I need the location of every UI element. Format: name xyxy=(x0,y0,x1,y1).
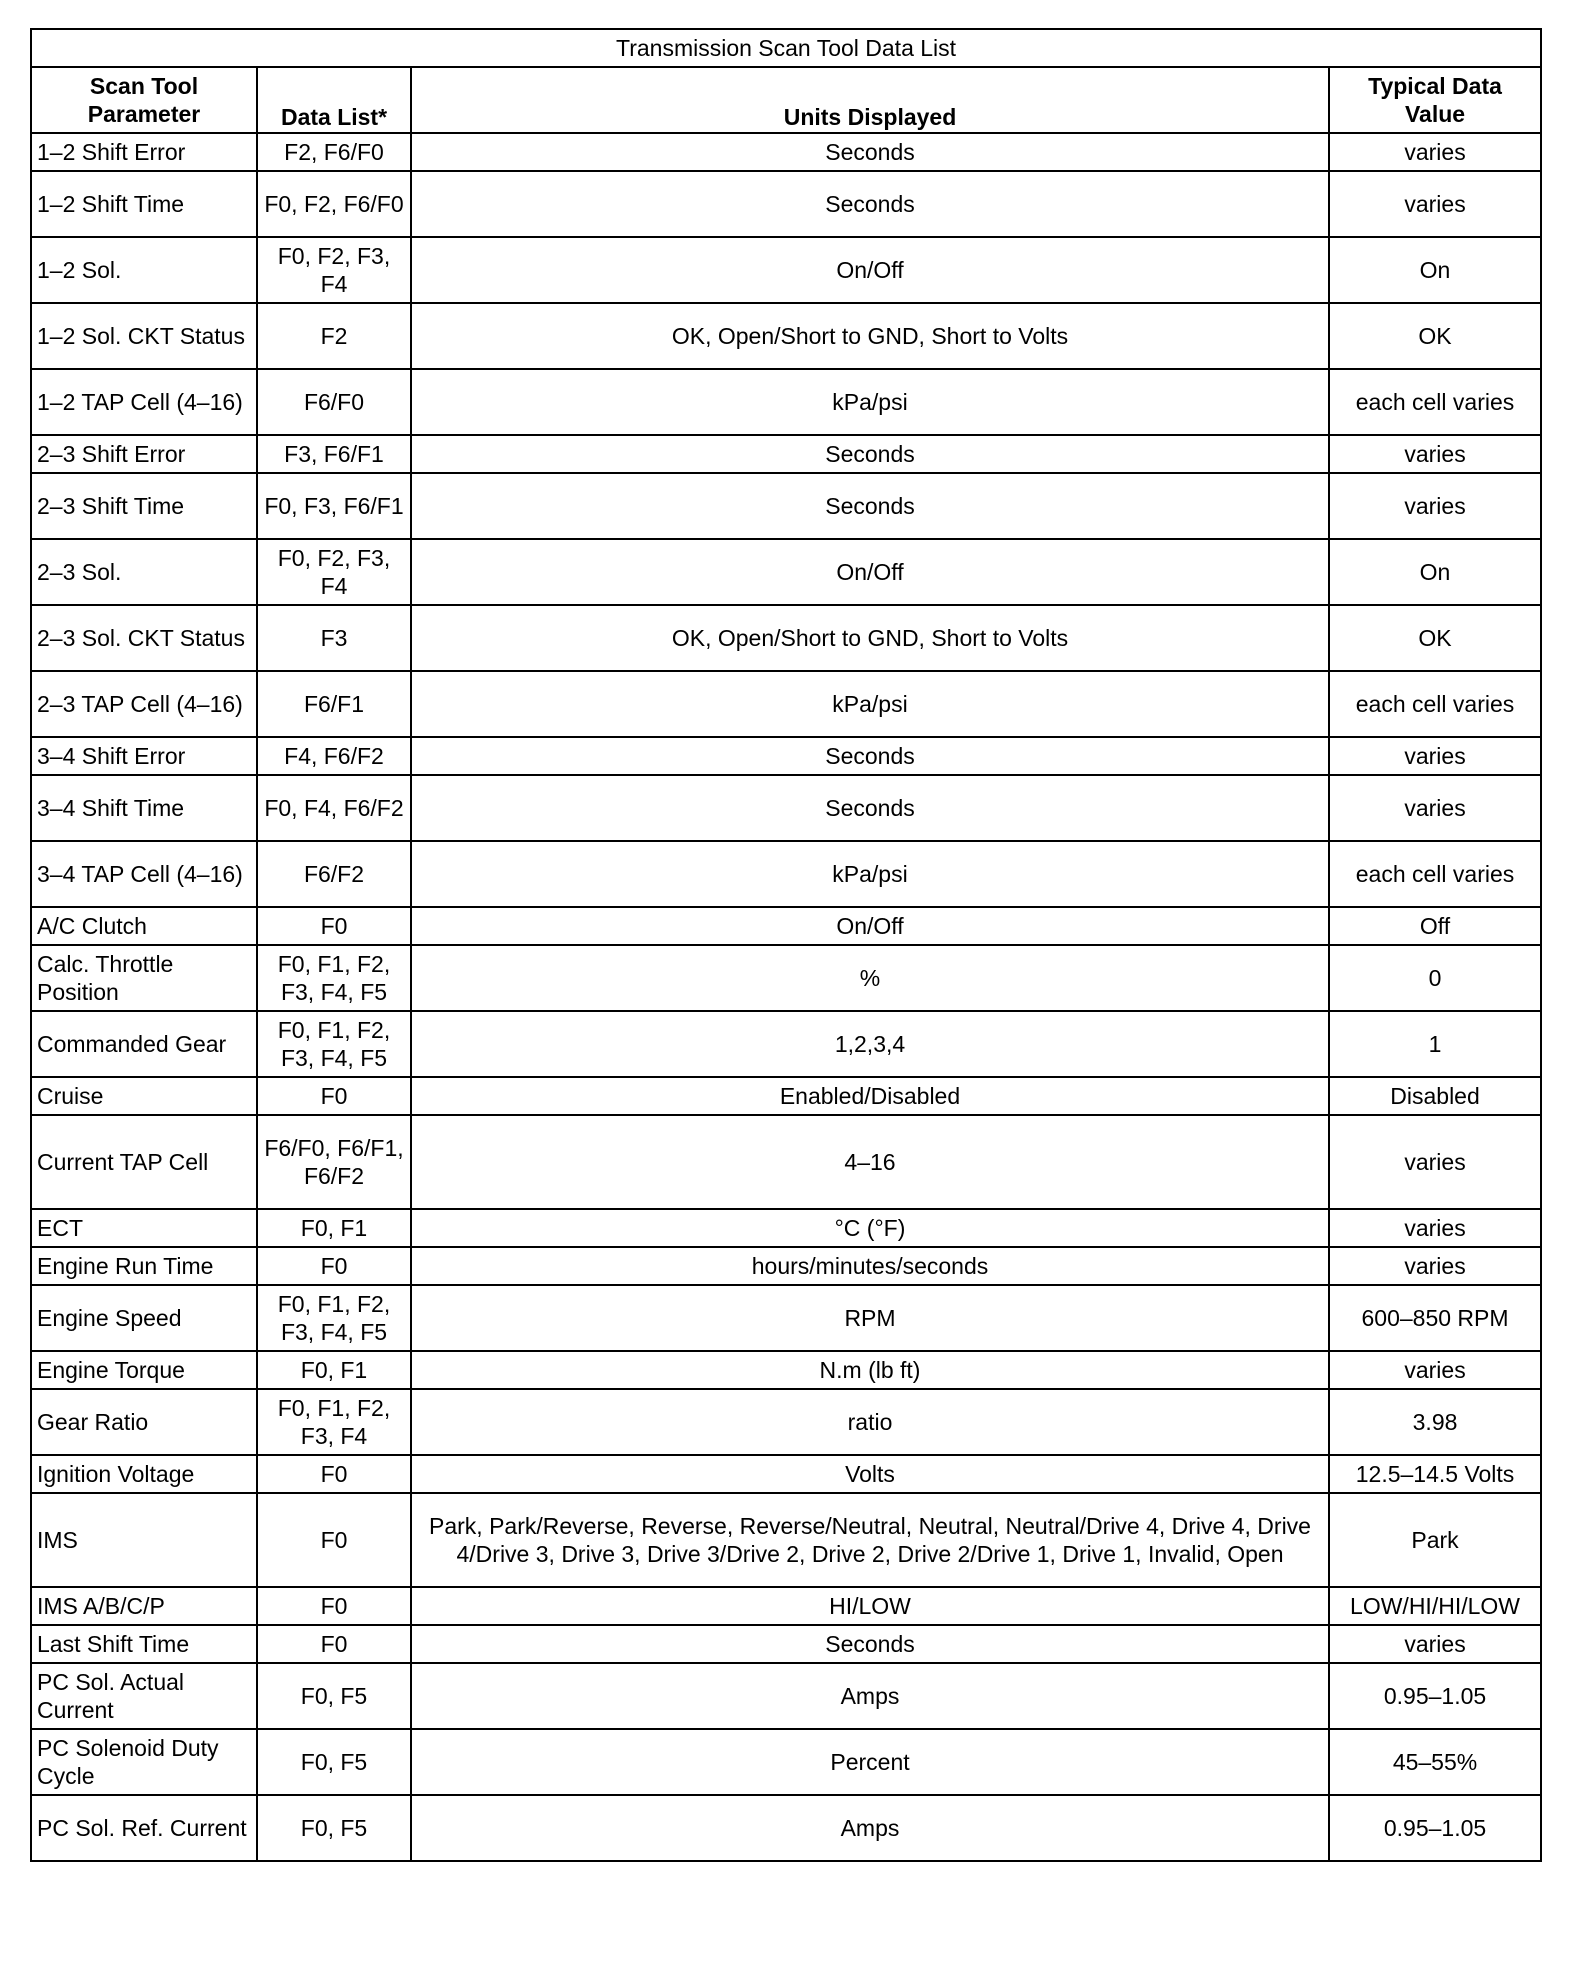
units-cell: RPM xyxy=(411,1285,1329,1351)
table-row xyxy=(31,237,1541,303)
units-cell: On/Off xyxy=(411,539,1329,605)
typical-value-cell: each cell varies xyxy=(1329,369,1541,435)
header-row xyxy=(31,67,1541,133)
table-title: Transmission Scan Tool Data List xyxy=(31,29,1541,67)
data-list-cell: F0, F2, F6/F0 xyxy=(257,171,411,237)
parameter-cell: 2–3 Sol. xyxy=(31,539,257,605)
typical-value-cell: varies xyxy=(1329,775,1541,841)
table-row xyxy=(31,1389,1541,1455)
table-row xyxy=(31,775,1541,841)
data-list-cell: F3 xyxy=(257,605,411,671)
typical-value-cell: varies xyxy=(1329,1115,1541,1209)
data-list-cell: F0, F1 xyxy=(257,1209,411,1247)
data-list-cell: F0, F4, F6/F2 xyxy=(257,775,411,841)
parameter-cell: Calc. Throttle Position xyxy=(31,945,257,1011)
table-row xyxy=(31,1625,1541,1663)
parameter-cell: 2–3 Shift Time xyxy=(31,473,257,539)
typical-value-cell: each cell varies xyxy=(1329,671,1541,737)
typical-value-cell: varies xyxy=(1329,1351,1541,1389)
units-cell: Volts xyxy=(411,1455,1329,1493)
table-row xyxy=(31,1493,1541,1587)
parameter-cell: 1–2 Sol. CKT Status xyxy=(31,303,257,369)
parameter-cell: Engine Run Time xyxy=(31,1247,257,1285)
data-list-cell: F2, F6/F0 xyxy=(257,133,411,171)
typical-value-cell: varies xyxy=(1329,1247,1541,1285)
units-cell: Amps xyxy=(411,1663,1329,1729)
table-row xyxy=(31,1285,1541,1351)
typical-value-cell: varies xyxy=(1329,435,1541,473)
parameter-cell: ECT xyxy=(31,1209,257,1247)
typical-value-cell: varies xyxy=(1329,133,1541,171)
parameter-cell: Engine Torque xyxy=(31,1351,257,1389)
units-cell: Enabled/Disabled xyxy=(411,1077,1329,1115)
table-row xyxy=(31,435,1541,473)
typical-value-cell: 45–55% xyxy=(1329,1729,1541,1795)
table-row xyxy=(31,737,1541,775)
data-list-cell: F0 xyxy=(257,1077,411,1115)
typical-value-cell: varies xyxy=(1329,1209,1541,1247)
typical-value-cell: varies xyxy=(1329,171,1541,237)
table-row xyxy=(31,907,1541,945)
parameter-cell: PC Solenoid Duty Cycle xyxy=(31,1729,257,1795)
parameter-cell: 3–4 Shift Time xyxy=(31,775,257,841)
table-row xyxy=(31,303,1541,369)
data-list-cell: F0, F3, F6/F1 xyxy=(257,473,411,539)
table-row xyxy=(31,1351,1541,1389)
data-list-cell: F4, F6/F2 xyxy=(257,737,411,775)
scan-tool-data-table xyxy=(30,28,1542,1862)
table-row xyxy=(31,1663,1541,1729)
table-row xyxy=(31,1077,1541,1115)
units-cell: On/Off xyxy=(411,237,1329,303)
data-list-cell: F0 xyxy=(257,907,411,945)
data-list-cell: F6/F0 xyxy=(257,369,411,435)
table-row xyxy=(31,945,1541,1011)
typical-value-cell: 0.95–1.05 xyxy=(1329,1795,1541,1861)
typical-value-cell: varies xyxy=(1329,473,1541,539)
table-row xyxy=(31,539,1541,605)
parameter-cell: Ignition Voltage xyxy=(31,1455,257,1493)
data-list-cell: F0, F2, F3, F4 xyxy=(257,539,411,605)
units-cell: 4–16 xyxy=(411,1115,1329,1209)
typical-value-cell: 600–850 RPM xyxy=(1329,1285,1541,1351)
typical-value-cell: Disabled xyxy=(1329,1077,1541,1115)
parameter-cell: IMS xyxy=(31,1493,257,1587)
units-cell: HI/LOW xyxy=(411,1587,1329,1625)
data-list-cell: F3, F6/F1 xyxy=(257,435,411,473)
data-list-cell: F0, F5 xyxy=(257,1795,411,1861)
typical-value-cell: OK xyxy=(1329,303,1541,369)
parameter-cell: 3–4 TAP Cell (4–16) xyxy=(31,841,257,907)
table-row xyxy=(31,369,1541,435)
typical-value-cell: varies xyxy=(1329,1625,1541,1663)
data-list-cell: F0 xyxy=(257,1247,411,1285)
parameter-cell: 2–3 Sol. CKT Status xyxy=(31,605,257,671)
parameter-cell: Current TAP Cell xyxy=(31,1115,257,1209)
parameter-cell: 1–2 Sol. xyxy=(31,237,257,303)
column-header-units: Units Displayed xyxy=(411,67,1329,133)
data-list-cell: F0, F1, F2, F3, F4, F5 xyxy=(257,1011,411,1077)
table-row xyxy=(31,171,1541,237)
table-row xyxy=(31,841,1541,907)
units-cell: kPa/psi xyxy=(411,841,1329,907)
table-row xyxy=(31,1455,1541,1493)
typical-value-cell: OK xyxy=(1329,605,1541,671)
data-list-cell: F0 xyxy=(257,1587,411,1625)
typical-value-cell: 12.5–14.5 Volts xyxy=(1329,1455,1541,1493)
typical-value-cell: 3.98 xyxy=(1329,1389,1541,1455)
table-row xyxy=(31,473,1541,539)
units-cell: Seconds xyxy=(411,737,1329,775)
typical-value-cell: On xyxy=(1329,539,1541,605)
parameter-cell: Cruise xyxy=(31,1077,257,1115)
data-list-cell: F0, F5 xyxy=(257,1729,411,1795)
column-header-typical-value: Typical Data Value xyxy=(1329,67,1541,133)
units-cell: Seconds xyxy=(411,473,1329,539)
typical-value-cell: 0.95–1.05 xyxy=(1329,1663,1541,1729)
units-cell: N.m (lb ft) xyxy=(411,1351,1329,1389)
typical-value-cell: 0 xyxy=(1329,945,1541,1011)
table-row xyxy=(31,1729,1541,1795)
units-cell: Amps xyxy=(411,1795,1329,1861)
column-header-parameter: Scan Tool Parameter xyxy=(31,67,257,133)
table-row xyxy=(31,671,1541,737)
units-cell: kPa/psi xyxy=(411,369,1329,435)
data-list-cell: F0 xyxy=(257,1455,411,1493)
typical-value-cell: Park xyxy=(1329,1493,1541,1587)
data-list-cell: F0, F1, F2, F3, F4, F5 xyxy=(257,945,411,1011)
parameter-cell: Gear Ratio xyxy=(31,1389,257,1455)
parameter-cell: 2–3 TAP Cell (4–16) xyxy=(31,671,257,737)
units-cell: Seconds xyxy=(411,133,1329,171)
table-row xyxy=(31,1011,1541,1077)
parameter-cell: Last Shift Time xyxy=(31,1625,257,1663)
data-list-cell: F6/F1 xyxy=(257,671,411,737)
parameter-cell: IMS A/B/C/P xyxy=(31,1587,257,1625)
table-row xyxy=(31,133,1541,171)
units-cell: Seconds xyxy=(411,1625,1329,1663)
data-list-cell: F0, F1, F2, F3, F4 xyxy=(257,1389,411,1455)
table-row xyxy=(31,605,1541,671)
parameter-cell: 2–3 Shift Error xyxy=(31,435,257,473)
table-row xyxy=(31,1209,1541,1247)
units-cell: Seconds xyxy=(411,435,1329,473)
units-cell: kPa/psi xyxy=(411,671,1329,737)
units-cell: °C (°F) xyxy=(411,1209,1329,1247)
parameter-cell: Commanded Gear xyxy=(31,1011,257,1077)
typical-value-cell: On xyxy=(1329,237,1541,303)
typical-value-cell: Off xyxy=(1329,907,1541,945)
parameter-cell: PC Sol. Ref. Current xyxy=(31,1795,257,1861)
data-list-cell: F6/F2 xyxy=(257,841,411,907)
data-list-cell: F0, F1, F2, F3, F4, F5 xyxy=(257,1285,411,1351)
units-cell: Seconds xyxy=(411,171,1329,237)
units-cell: hours/minutes/seconds xyxy=(411,1247,1329,1285)
typical-value-cell: each cell varies xyxy=(1329,841,1541,907)
typical-value-cell: LOW/HI/HI/LOW xyxy=(1329,1587,1541,1625)
data-list-cell: F0 xyxy=(257,1625,411,1663)
units-cell: 1,2,3,4 xyxy=(411,1011,1329,1077)
parameter-cell: 1–2 TAP Cell (4–16) xyxy=(31,369,257,435)
table-row xyxy=(31,1587,1541,1625)
data-list-cell: F0, F2, F3, F4 xyxy=(257,237,411,303)
data-list-cell: F0, F5 xyxy=(257,1663,411,1729)
parameter-cell: 3–4 Shift Error xyxy=(31,737,257,775)
column-header-data-list: Data List* xyxy=(257,67,411,133)
units-cell: Seconds xyxy=(411,775,1329,841)
units-cell: OK, Open/Short to GND, Short to Volts xyxy=(411,605,1329,671)
units-cell: Park, Park/Reverse, Reverse, Reverse/Neutral, Neutral, Neutral/Drive 4, Drive 4, Drive 4/Drive 3, Drive 3, Drive 3/Drive 2, Drive 2, Drive 2/Drive 1, Drive 1, Invalid, Open xyxy=(411,1493,1329,1587)
data-list-cell: F0, F1 xyxy=(257,1351,411,1389)
data-list-cell: F0 xyxy=(257,1493,411,1587)
table-row xyxy=(31,1115,1541,1209)
table-row xyxy=(31,1795,1541,1861)
units-cell: Percent xyxy=(411,1729,1329,1795)
typical-value-cell: varies xyxy=(1329,737,1541,775)
units-cell: % xyxy=(411,945,1329,1011)
parameter-cell: Engine Speed xyxy=(31,1285,257,1351)
parameter-cell: 1–2 Shift Time xyxy=(31,171,257,237)
parameter-cell: PC Sol. Actual Current xyxy=(31,1663,257,1729)
data-list-cell: F6/F0, F6/F1, F6/F2 xyxy=(257,1115,411,1209)
parameter-cell: A/C Clutch xyxy=(31,907,257,945)
units-cell: On/Off xyxy=(411,907,1329,945)
data-list-cell: F2 xyxy=(257,303,411,369)
units-cell: ratio xyxy=(411,1389,1329,1455)
table-row xyxy=(31,1247,1541,1285)
typical-value-cell: 1 xyxy=(1329,1011,1541,1077)
units-cell: OK, Open/Short to GND, Short to Volts xyxy=(411,303,1329,369)
parameter-cell: 1–2 Shift Error xyxy=(31,133,257,171)
